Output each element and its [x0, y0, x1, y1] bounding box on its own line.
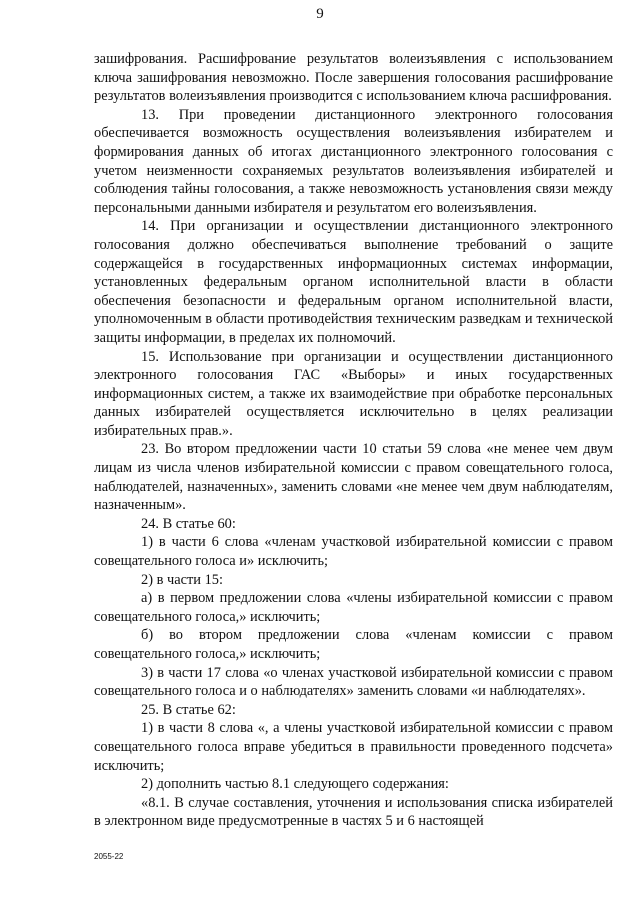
- paragraph: «8.1. В случае составления, уточнения и использования списка избирателей в электронном виде предусмотренные в частях 5 и 6 настоящей: [94, 794, 613, 830]
- paragraph: зашифрования. Расшифрование результатов волеизъявления с использованием ключа зашифрования невозможно. После завершения голосования расшифрование результатов волеизъявления производится с использованием ключа расшифрования.: [94, 51, 613, 105]
- paragraph: 1) в части 8 слова «, а члены участковой избирательной комиссии с правом совещательного голоса вправе убедиться в правильности проведенного подсчета» исключить;: [94, 720, 613, 774]
- page-number: 9: [316, 6, 324, 22]
- body-text: [94, 50, 613, 831]
- paragraph: 13. При проведении дистанционного электронного голосования обеспечивается возможность осуществления волеизъявления избирателем и формирования данных об итогах дистанционного электронного голосования с учетом неизменности сохраняемых результатов волеизъявления избирателей и соблюдения тайны голосования, а также невозможность установления связи между персональными данными избирателя и результатом его волеизъявления.: [94, 106, 613, 216]
- paragraph: 2) дополнить частью 8.1 следующего содержания:: [141, 776, 449, 793]
- paragraph: 23. Во втором предложении части 10 статьи 59 слова «не менее чем двум лицам из числа членов избирательной комиссии с правом совещательного голоса, наблюдателей, назначенных», заменить словами «не менее чем двум наблюдателям, назначенным».: [94, 441, 613, 514]
- paragraph: 25. В статье 62:: [141, 701, 236, 718]
- paragraph: 3) в части 17 слова «о членах участковой избирательной комиссии с правом совещательного голоса и о наблюдателях» заменить словами «и наблюдателях».: [94, 664, 613, 700]
- paragraph: 15. Использование при организации и осуществлении дистанционного электронного голосования ГАС «Выборы» и иных государственных информационных систем, а также их взаимодействие при обработке персональных данных избирателей осуществляется исключительно в целях реализации избирательных прав.».: [94, 348, 613, 439]
- document-code: 2055-22: [94, 852, 124, 861]
- paragraph: а) в первом предложении слова «члены избирательной комиссии с правом совещательного голоса,» исключить;: [94, 590, 613, 625]
- paragraph: 2) в части 15:: [141, 571, 223, 588]
- paragraph: 24. В статье 60:: [141, 515, 236, 532]
- paragraph: 14. При организации и осуществлении дистанционного электронного голосования должно обеспечиваться выполнение требований о защите содержащейся в государственных информационных системах информации, установленных федеральным органом исполнительной власти в области обеспечения безопасности и федеральным органом исполнительной власти, уполномоченным в области противодействия техническим разведкам и технической защиты информации, в пределах их полномочий.: [94, 218, 613, 346]
- paragraph: б) во втором предложении слова «членам комиссии с правом совещательного голоса,» исключить;: [94, 627, 613, 662]
- paragraph: 1) в части 6 слова «членам участковой избирательной комиссии с правом совещательного голоса и» исключить;: [94, 534, 613, 570]
